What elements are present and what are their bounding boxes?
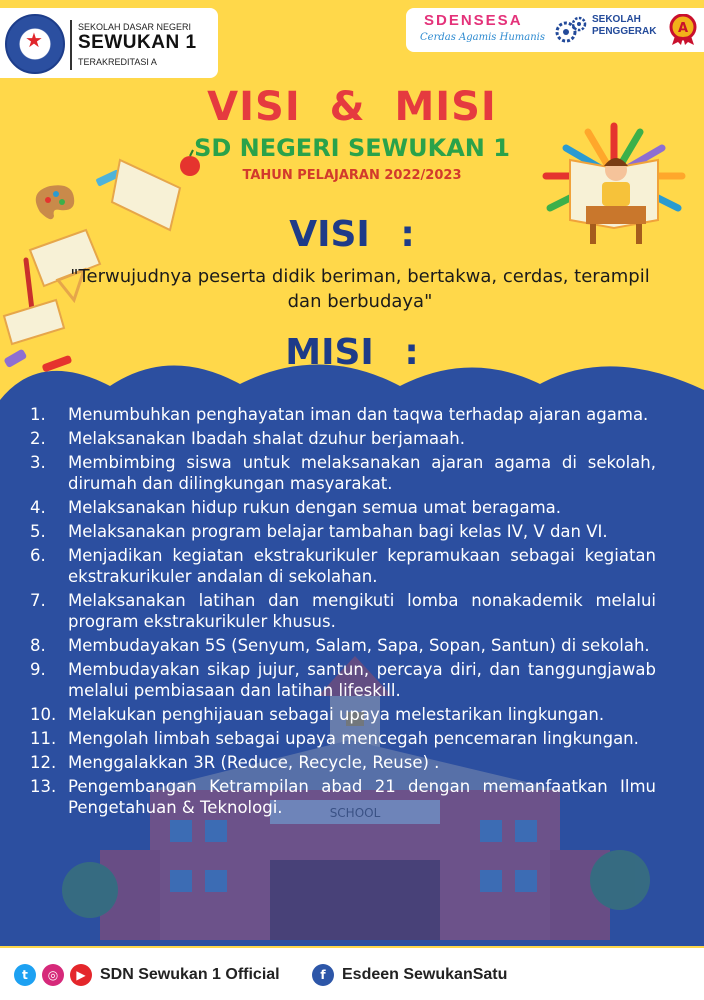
misi-item-number: 9. (30, 660, 46, 679)
accreditation-badge-icon (668, 14, 698, 46)
footer (0, 948, 704, 1000)
misi-item-text: Membudayakan 5S (Senyum, Salam, Sapa, Sopan, Santun) di sekolah. (68, 636, 650, 655)
misi-item-number: 6. (30, 546, 46, 565)
misi-item (30, 590, 656, 632)
misi-item-number: 1. (30, 405, 46, 424)
misi-item (30, 728, 656, 749)
misi-list (30, 404, 656, 821)
misi-item (30, 497, 656, 518)
misi-item-number: 12. (30, 753, 57, 772)
twitter-icon[interactable]: t (14, 964, 36, 986)
sekolah-penggerak-logo (592, 14, 656, 38)
partner-bar (406, 8, 704, 52)
misi-item-number: 8. (30, 636, 46, 655)
misi-item (30, 776, 656, 818)
misi-item (30, 704, 656, 725)
misi-item (30, 521, 656, 542)
misi-item-text: Pengembangan Ketrampilan abad 21 dengan memanfaatkan Ilmu Pengetahuan & Teknologi. (68, 777, 656, 817)
misi-item (30, 752, 656, 773)
sdensesa-tagline: Cerdas Agamis Humanis (420, 32, 545, 43)
misi-item-text: Menggalakkan 3R (Reduce, Recycle, Reuse) . (68, 753, 440, 772)
school-name: SEWUKAN 1 (78, 32, 197, 53)
building-sign: SCHOOL (329, 806, 381, 820)
badge-divider (70, 20, 72, 70)
misi-item-number: 11. (30, 729, 57, 748)
academic-year: TAHUN PELAJARAN 2022/2023 (242, 168, 462, 183)
visi-statement: "Terwujudnya peserta didik beriman, bertakwa, cerdas, terampil dan berbudaya" (70, 266, 650, 312)
misi-item-text: Melakukan penghijauan sebagai upaya melestarikan lingkungan. (68, 705, 605, 724)
misi-item-number: 5. (30, 522, 46, 541)
misi-item (30, 635, 656, 656)
school-badge (0, 8, 218, 78)
misi-item-text: Melaksanakan latihan dan mengikuti lomba nonakademik melalui program ekstrakurikuler khusus. (68, 591, 656, 631)
misi-item (30, 404, 656, 425)
youtube-channel-label[interactable]: SDN Sewukan 1 Official (100, 966, 280, 983)
misi-item-number: 13. (30, 777, 57, 796)
youtube-icon[interactable]: ▶ (70, 964, 92, 986)
badge-letter: A (677, 21, 689, 36)
misi-heading: MISI : (285, 332, 419, 373)
facebook-icon[interactable]: f (312, 964, 334, 986)
accreditation: TERAKREDITASI A (78, 57, 157, 67)
visi-heading: VISI : (289, 214, 415, 255)
misi-item (30, 428, 656, 449)
misi-item-text: Menumbuhkan penghayatan iman dan taqwa terhadap ajaran agama. (68, 405, 649, 424)
poster-title: VISI & MISI (207, 84, 497, 130)
misi-item (30, 545, 656, 587)
penggerak-line2: PENGGERAK (592, 26, 657, 37)
misi-item-number: 3. (30, 453, 46, 472)
instagram-icon[interactable]: ◎ (42, 964, 64, 986)
facebook-page-label[interactable]: Esdeen SewukanSatu (342, 966, 508, 983)
misi-item-text: Mengolah limbah sebagai upaya mencegah pencemaran lingkungan. (68, 729, 639, 748)
school-logo (5, 14, 65, 74)
misi-item-text: Membimbing siswa untuk melaksanakan ajaran agama di sekolah, dirumah dan dilingkungan masyarakat. (68, 453, 656, 493)
misi-item-number: 4. (30, 498, 46, 517)
penggerak-line1: SEKOLAH (592, 14, 641, 25)
misi-item-text: Membudayakan sikap jujur, santun, percaya diri, dan tanggungjawab melalui pembiasaan dan latihan lifeskill. (68, 660, 656, 700)
misi-item-number: 7. (30, 591, 46, 610)
school-title: SD NEGERI SEWUKAN 1 (194, 134, 510, 162)
misi-item-text: Melaksanakan program belajar tambahan bagi kelas IV, V dan VI. (68, 522, 608, 541)
misi-item (30, 659, 656, 701)
gears-icon (554, 14, 588, 48)
misi-item (30, 452, 656, 494)
misi-item-text: Menjadikan kegiatan ekstrakurikuler kepramukaan sebagai kegiatan ekstrakurikuler andalan di sekolahan. (68, 546, 656, 586)
misi-item-number: 2. (30, 429, 46, 448)
sdensesa-logo: SDENSESA (424, 12, 523, 29)
misi-item-text: Melaksanakan hidup rukun dengan semua umat beragama. (68, 498, 562, 517)
misi-item-number: 10. (30, 705, 57, 724)
school-type: SEKOLAH DASAR NEGERI (78, 22, 192, 32)
misi-item-text: Melaksanakan Ibadah shalat dzuhur berjamaah. (68, 429, 465, 448)
